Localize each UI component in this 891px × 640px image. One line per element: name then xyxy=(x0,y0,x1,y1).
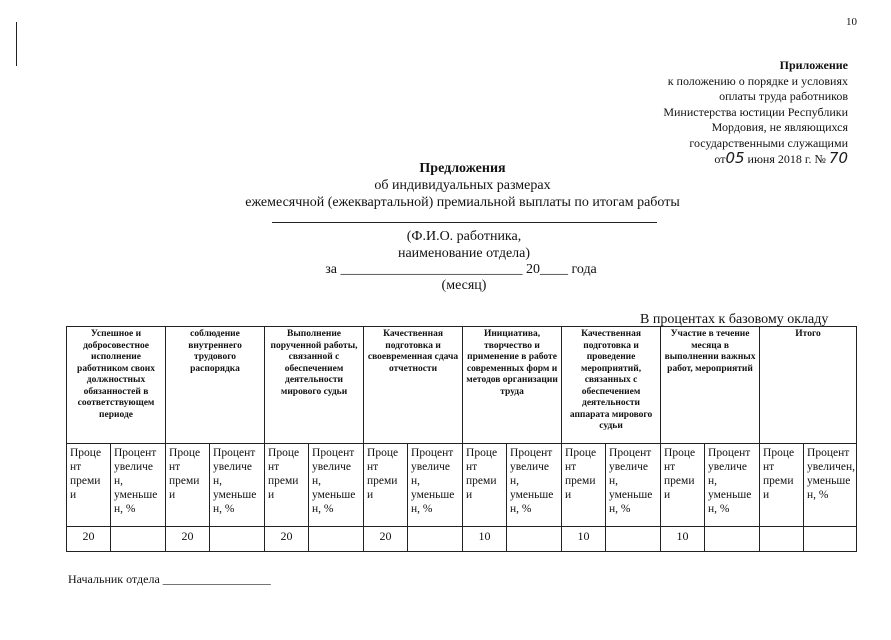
value-cell: 10 xyxy=(562,527,606,552)
subheader-change: Процент увеличе н, уменьше н, % xyxy=(408,444,463,527)
appendix-block xyxy=(600,58,848,168)
appendix-line: к положению о порядке и условиях xyxy=(667,73,848,88)
document-title xyxy=(160,160,765,211)
value-cell xyxy=(309,527,364,552)
header-cell: Качественная подготовка и проведение мероприятий, связанных с обеспечением деятельности аппарата мирового судьи xyxy=(562,327,661,444)
subheader-percent: Проце нт преми и xyxy=(661,444,705,527)
page-number: 10 xyxy=(846,16,857,28)
title-line-3: ежемесячной (ежеквартальной) премиальной выплаты по итогам работы xyxy=(245,195,680,210)
margin-line xyxy=(16,22,17,66)
value-cell xyxy=(507,527,562,552)
appendix-line: Мордовия, не являющихся xyxy=(711,120,848,134)
period-line: за __________________________ 20____ года xyxy=(325,262,597,277)
header-cell: Инициатива, творчество и применение в работе современных форм и методов организации труда xyxy=(463,327,562,444)
subheader-percent: Проце нт преми и xyxy=(562,444,606,527)
value-cell: 20 xyxy=(364,527,408,552)
subheader-change: Процент увеличе н, уменьше н, % xyxy=(705,444,760,527)
value-cell xyxy=(705,527,760,552)
table-subheader-row xyxy=(67,444,857,527)
value-cell: 20 xyxy=(67,527,111,552)
date-day-handwritten: 05 xyxy=(725,149,745,167)
fio-line-2: наименование отдела) xyxy=(397,246,531,261)
table-header-row xyxy=(67,327,857,444)
subheader-change: Процент увеличен, уменьше н, % xyxy=(804,444,857,527)
value-cell: 10 xyxy=(661,527,705,552)
subheader-percent: Проце нт преми и xyxy=(364,444,408,527)
subheader-percent: Проце нт преми и xyxy=(166,444,210,527)
fio-underline xyxy=(272,222,657,223)
header-cell: Участие в течение месяца в выполнении важных работ, мероприятий xyxy=(661,327,760,444)
header-cell: Успешное и добросовестное исполнение работником своих должностных обязанностей в соответствующем периоде xyxy=(67,327,166,444)
value-cell xyxy=(408,527,463,552)
value-cell: 20 xyxy=(166,527,210,552)
subheader-percent: Проце нт преми и xyxy=(760,444,804,527)
value-cell: 10 xyxy=(463,527,507,552)
month-caption: (месяц) xyxy=(441,278,487,293)
value-cell xyxy=(210,527,265,552)
header-cell: Качественная подготовка и своевременная сдача отчетности xyxy=(364,327,463,444)
value-cell: 20 xyxy=(265,527,309,552)
signature-line: Начальник отдела __________________ xyxy=(68,572,271,586)
table-row xyxy=(67,527,857,552)
header-cell: соблюдение внутреннего трудового распорядка xyxy=(166,327,265,444)
doc-number-handwritten: 70 xyxy=(828,149,848,167)
subheader-change: Процент увеличе н, уменьше н, % xyxy=(606,444,661,527)
appendix-line: государственными служащими xyxy=(689,135,848,150)
subheader-change: Процент увеличе н, уменьше н, % xyxy=(309,444,364,527)
fio-line-1: (Ф.И.О. работника, xyxy=(406,229,522,244)
fio-caption xyxy=(300,228,628,262)
subheader-percent: Проце нт преми и xyxy=(67,444,111,527)
value-cell xyxy=(606,527,661,552)
title-line-1: Предложения xyxy=(419,161,506,176)
header-cell: Итого xyxy=(760,327,857,444)
bonus-table xyxy=(66,326,857,552)
date-rest: июня 2018 г. № xyxy=(747,152,826,166)
header-cell: Выполнение порученной работы, связанной с обеспечением деятельности мирового судьи xyxy=(265,327,364,444)
subheader-change: Процент увеличе н, уменьше н, % xyxy=(507,444,562,527)
value-cell xyxy=(804,527,857,552)
appendix-line: Министерства юстиции Республики xyxy=(663,104,848,119)
value-cell xyxy=(111,527,166,552)
value-cell xyxy=(760,527,804,552)
appendix-line: оплаты труда работников xyxy=(719,89,848,103)
subheader-change: Процент увеличе н, уменьше н, % xyxy=(210,444,265,527)
base-salary-note: В процентах к базовому окладу xyxy=(640,312,829,327)
subheader-percent: Проце нт преми и xyxy=(265,444,309,527)
subheader-change: Процент увеличе н, уменьше н, % xyxy=(111,444,166,527)
date-prefix: от xyxy=(714,152,726,166)
title-line-2: об индивидуальных размерах xyxy=(374,178,551,193)
subheader-percent: Проце нт преми и xyxy=(463,444,507,527)
appendix-heading: Приложение xyxy=(779,58,848,72)
